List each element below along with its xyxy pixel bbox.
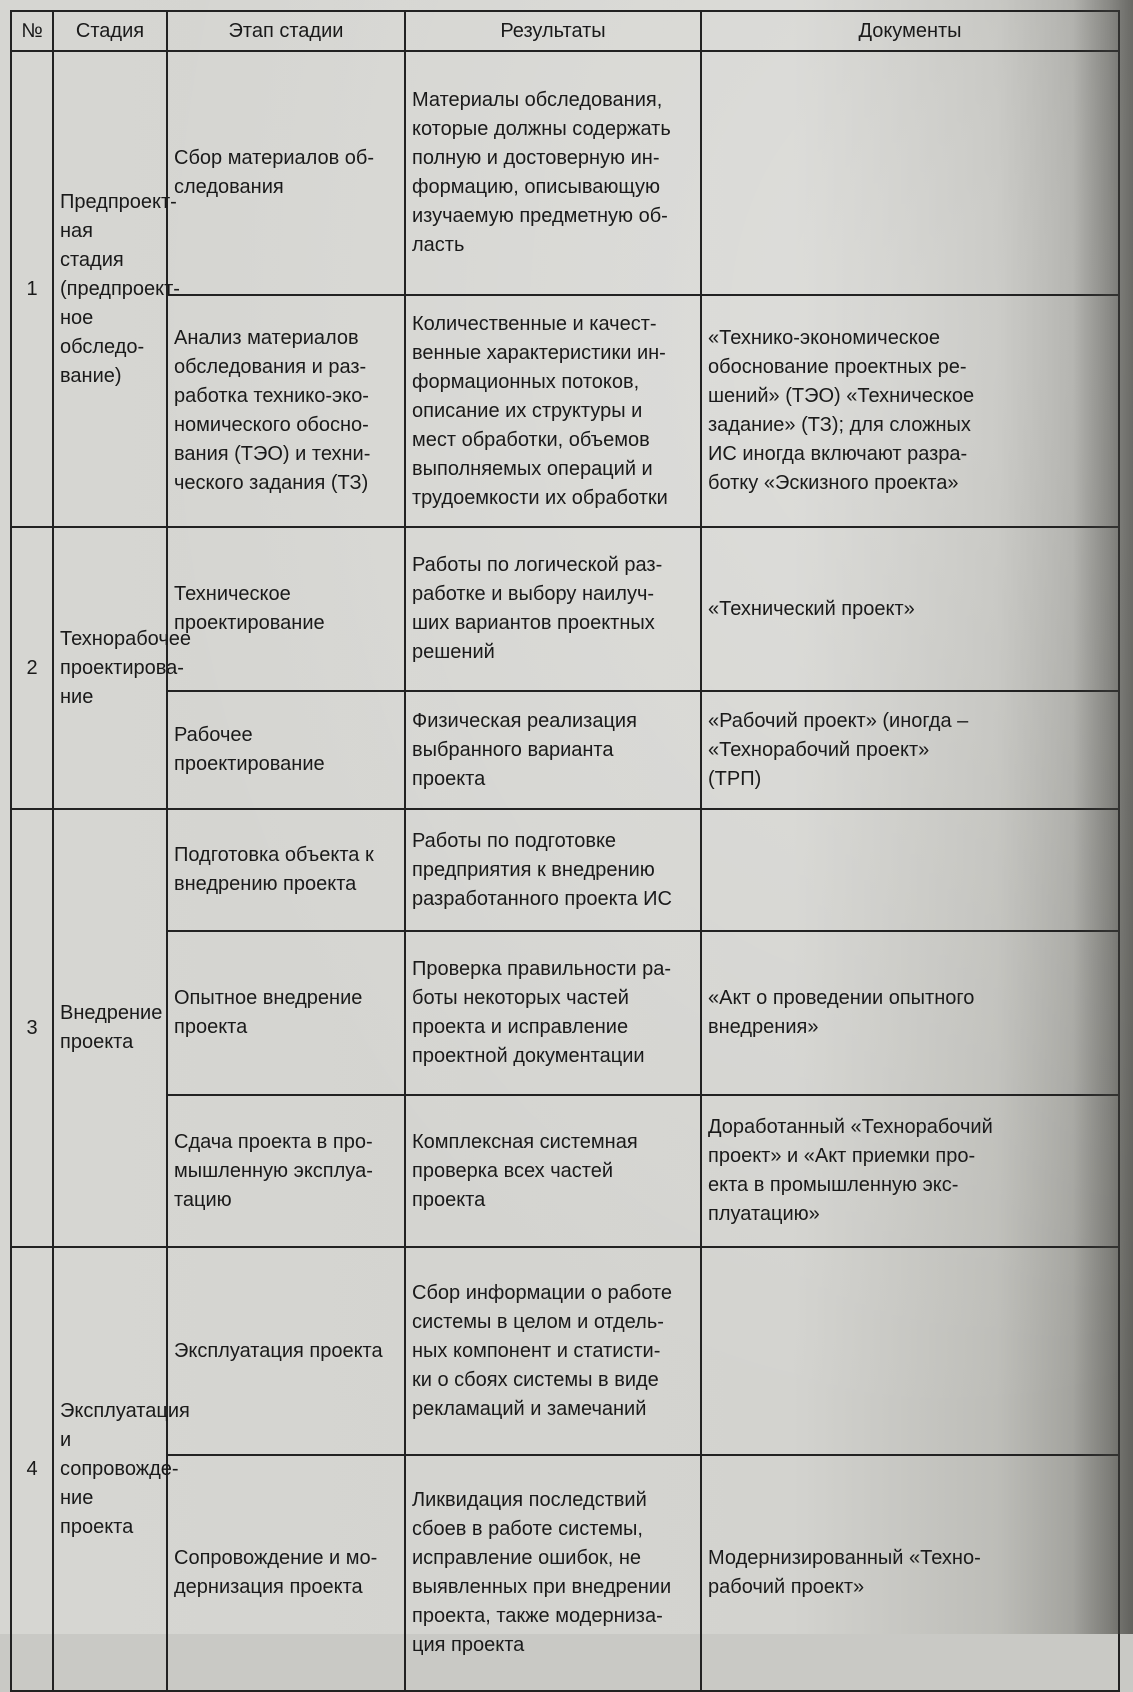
result-cell: Сбор информации о работе системы в целом и отдель- ных компонент и статисти- ки о сбоях системы в виде рекламаций и замечаний	[405, 1247, 701, 1455]
document-cell: Модернизированный «Техно- рабочий проект»	[701, 1455, 1119, 1691]
header-stage-step: Этап стадии	[167, 11, 405, 51]
document-cell	[701, 1247, 1119, 1455]
stage-step-cell: Подготовка объекта к внедрению проекта	[167, 809, 405, 931]
result-cell: Ликвидация последствий сбоев в работе системы, исправление ошибок, не выявленных при внедрении проекта, также модерниза- ция проекта	[405, 1455, 701, 1691]
document-cell: «Технический проект»	[701, 527, 1119, 691]
table-row	[11, 809, 1119, 931]
stage-step-cell: Сбор материалов об- следования	[167, 51, 405, 295]
stage-name: Эксплуатация и сопровожде- ние проекта	[53, 1247, 167, 1691]
header-results: Результаты	[405, 11, 701, 51]
table-row	[11, 51, 1119, 295]
result-cell: Количественные и качест- венные характеристики ин- формационных потоков, описание их структуры и мест обработки, объемов выполняемых операций и трудоемкости их обработки	[405, 295, 701, 527]
stage-step-cell: Техническое проектирование	[167, 527, 405, 691]
table-row	[11, 527, 1119, 691]
document-cell	[701, 51, 1119, 295]
table-row	[11, 1095, 1119, 1247]
stage-name: Технорабочее проектирова- ние	[53, 527, 167, 809]
stage-step-cell: Анализ материалов обследования и раз- работка технико-эко- номического обосно- вания (ТЭО) и техни- ческого задания (ТЗ)	[167, 295, 405, 527]
document-cell: «Технико-экономическое обоснование проектных ре- шений» (ТЭО) «Техническое задание» (ТЗ); для сложных ИС иногда включают разра- ботку «Эскизного проекта»	[701, 295, 1119, 527]
table-row	[11, 931, 1119, 1095]
table-row	[11, 1455, 1119, 1691]
document-cell: «Акт о проведении опытного внедрения»	[701, 931, 1119, 1095]
stage-number: 4	[11, 1247, 53, 1691]
header-stage: Стадия	[53, 11, 167, 51]
stage-name: Предпроект- ная стадия (предпроект- ное обследо- вание)	[53, 51, 167, 527]
stage-name: Внедрение проекта	[53, 809, 167, 1247]
table-body	[11, 51, 1119, 1691]
document-cell	[701, 809, 1119, 931]
stage-number: 1	[11, 51, 53, 527]
result-cell: Материалы обследования, которые должны содержать полную и достоверную ин- формацию, описывающую изучаемую предметную об- ласть	[405, 51, 701, 295]
header-documents: Документы	[701, 11, 1119, 51]
result-cell: Проверка правильности ра- боты некоторых частей проекта и исправление проектной документации	[405, 931, 701, 1095]
stage-number: 2	[11, 527, 53, 809]
document-cell: «Рабочий проект» (иногда – «Технорабочий проект» (ТРП)	[701, 691, 1119, 809]
header-row	[11, 11, 1119, 51]
stage-step-cell: Сопровождение и мо- дернизация проекта	[167, 1455, 405, 1691]
result-cell: Работы по логической раз- работке и выбору наилуч- ших вариантов проектных решений	[405, 527, 701, 691]
header-number: №	[11, 11, 53, 51]
table-row	[11, 691, 1119, 809]
document-cell: Доработанный «Технорабочий проект» и «Акт приемки про- екта в промышленную экс- плуатацию»	[701, 1095, 1119, 1247]
result-cell: Комплексная системная проверка всех частей проекта	[405, 1095, 701, 1247]
table-row	[11, 1247, 1119, 1455]
lifecycle-stages-table	[10, 10, 1120, 1692]
stage-step-cell: Рабочее проектирование	[167, 691, 405, 809]
result-cell: Работы по подготовке предприятия к внедрению разработанного проекта ИС	[405, 809, 701, 931]
table-header	[11, 11, 1119, 51]
stage-step-cell: Опытное внедрение проекта	[167, 931, 405, 1095]
result-cell: Физическая реализация выбранного варианта проекта	[405, 691, 701, 809]
stage-step-cell: Эксплуатация проекта	[167, 1247, 405, 1455]
stage-number: 3	[11, 809, 53, 1247]
stage-step-cell: Сдача проекта в про- мышленную эксплуа- тацию	[167, 1095, 405, 1247]
table-row	[11, 295, 1119, 527]
